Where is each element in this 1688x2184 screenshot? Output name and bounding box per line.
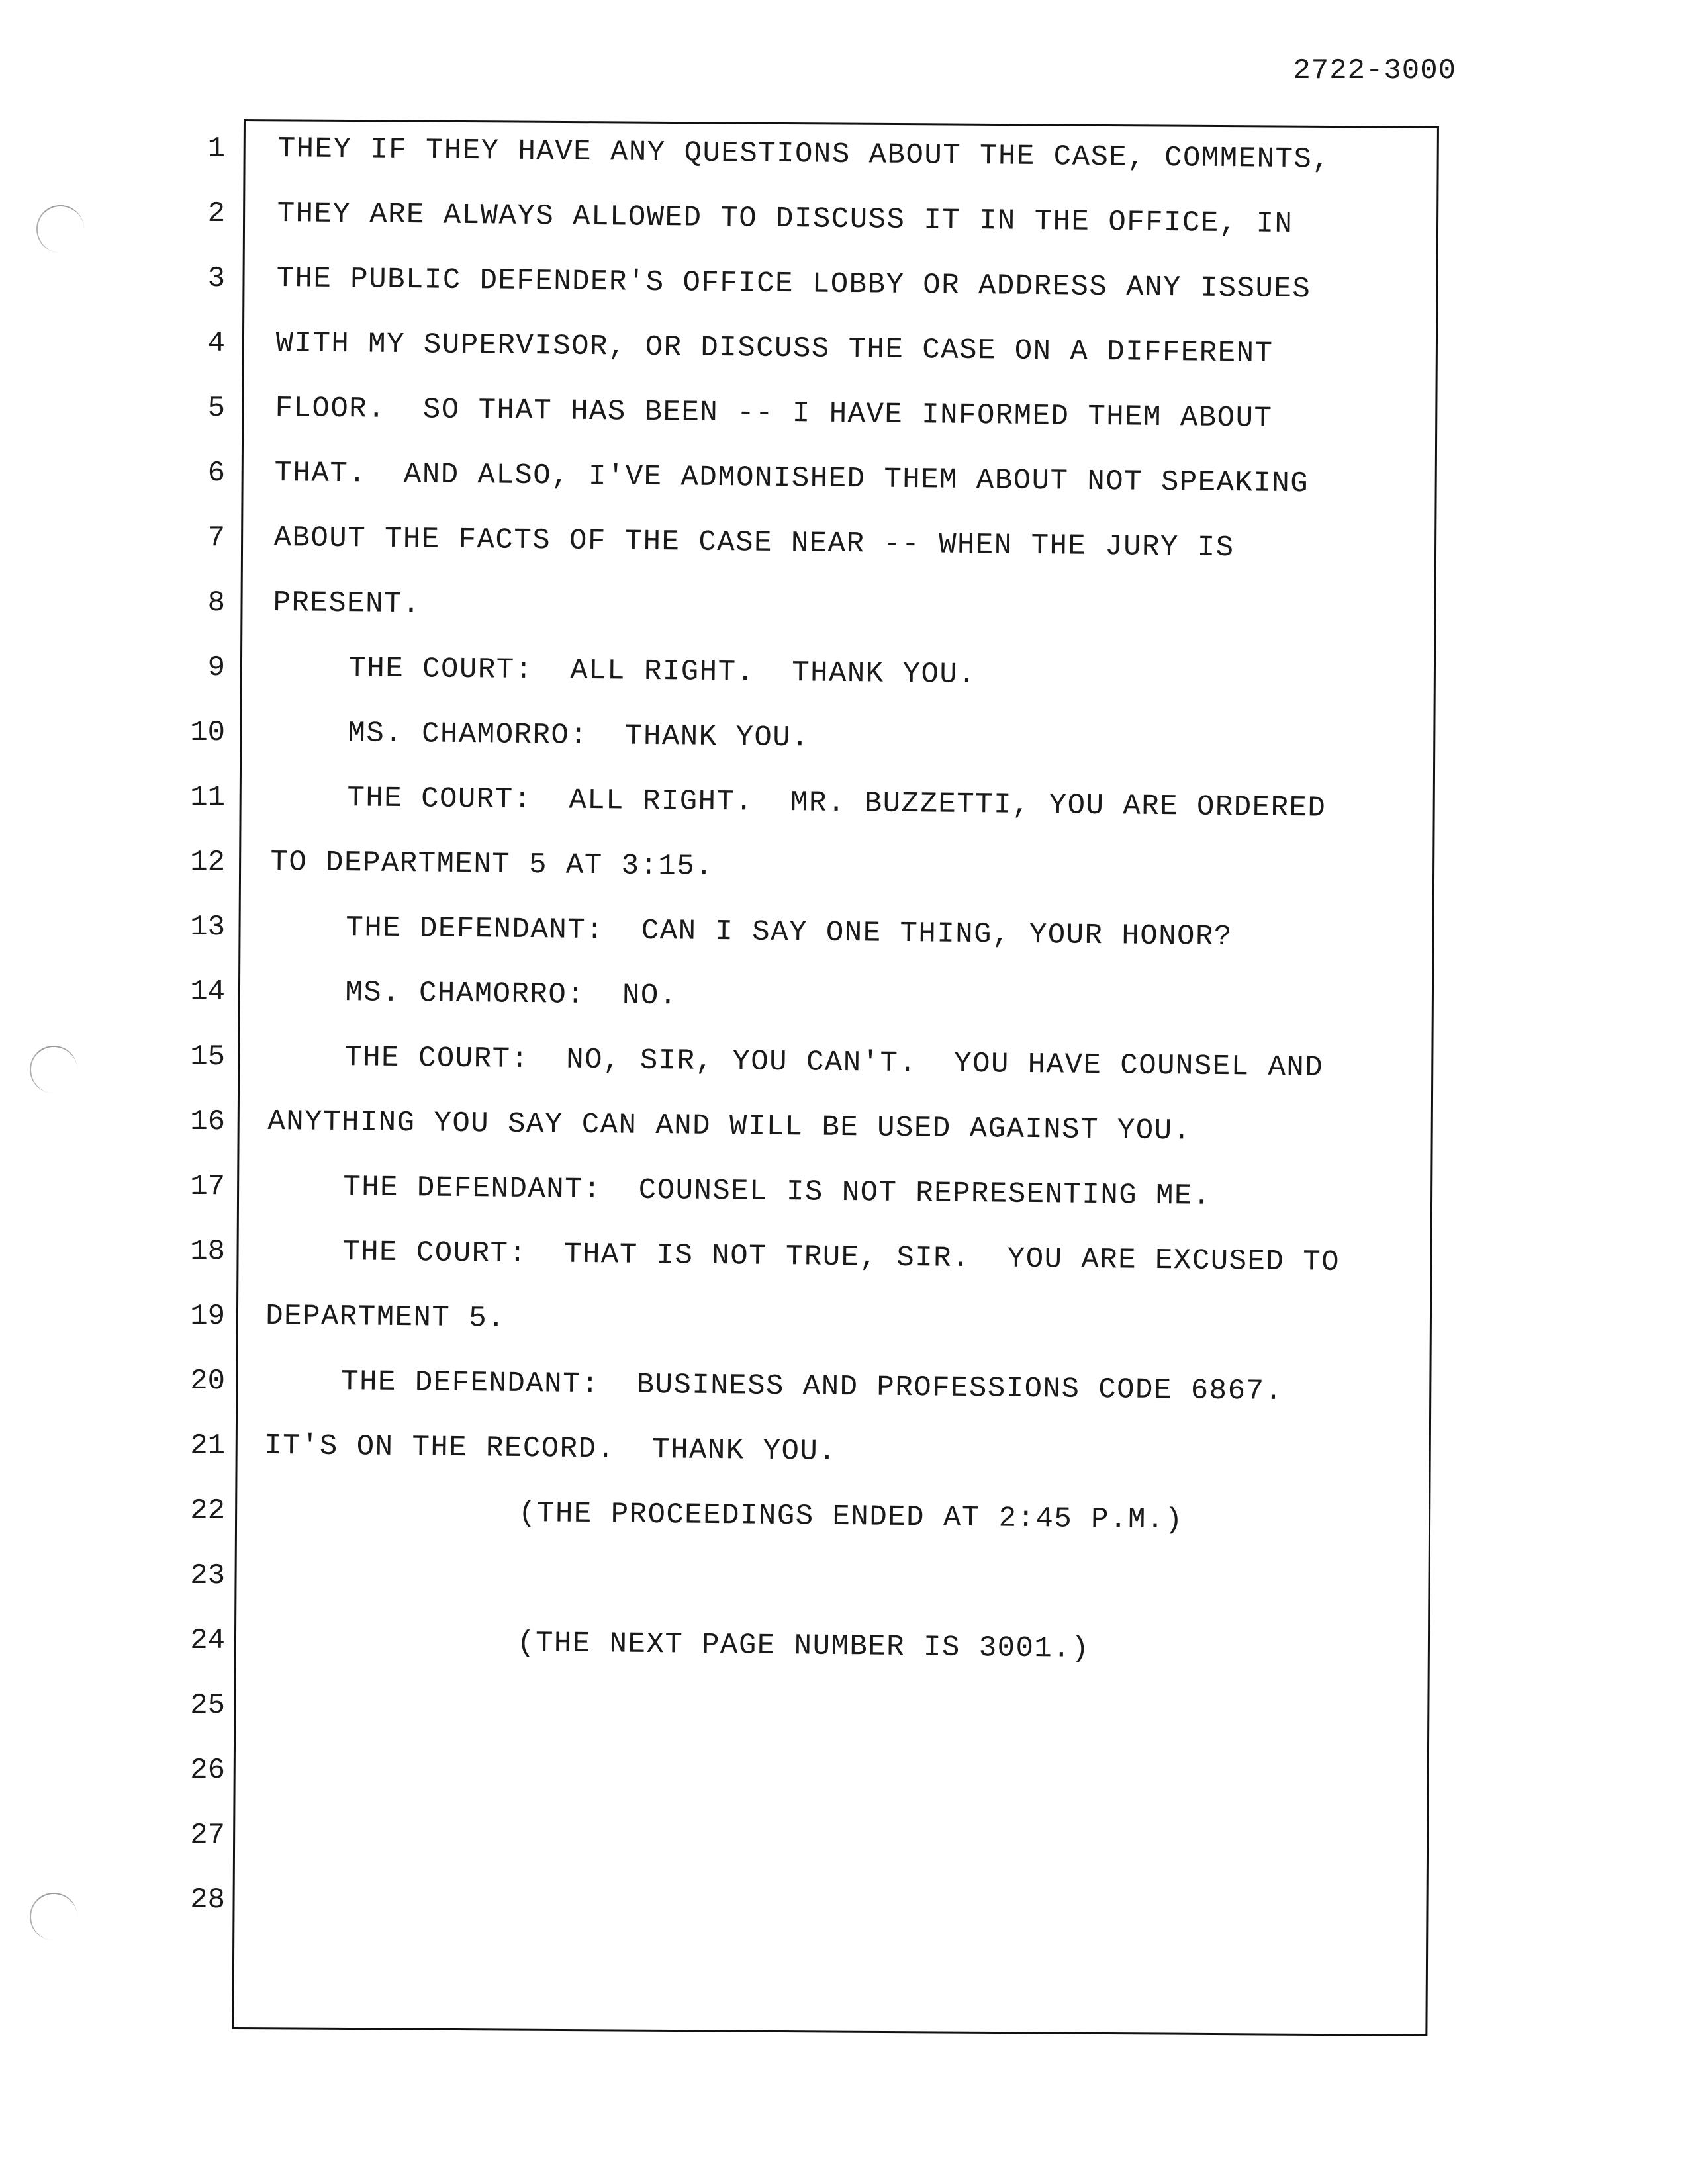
- transcript-line: WITH MY SUPERVISOR, OR DISCUSS THE CASE ON A DIFFERENT: [275, 326, 1274, 371]
- line-number: 3: [207, 262, 225, 295]
- line-number: 7: [207, 522, 225, 555]
- line-number: 20: [190, 1365, 225, 1398]
- transcript-line: THE DEFENDANT: BUSINESS AND PROFESSIONS CODE 6867.: [340, 1365, 1284, 1409]
- transcript-line: (THE NEXT PAGE NUMBER IS 3001.): [516, 1626, 1090, 1666]
- transcript-line: THE COURT: NO, SIR, YOU CAN'T. YOU HAVE COUNSEL AND: [344, 1041, 1324, 1085]
- line-number: 23: [190, 1559, 225, 1592]
- transcript-line: MS. CHAMORRO: NO.: [345, 976, 678, 1013]
- transcript-line: THE DEFENDANT: COUNSEL IS NOT REPRESENTING ME.: [343, 1171, 1212, 1213]
- transcript-line: THEY IF THEY HAVE ANY QUESTIONS ABOUT THE CASE, COMMENTS,: [277, 132, 1331, 177]
- line-number: 8: [207, 586, 225, 619]
- line-number: 2: [207, 197, 225, 230]
- line-number: 27: [190, 1819, 225, 1852]
- line-number: 25: [190, 1689, 225, 1722]
- line-number: 15: [190, 1040, 225, 1073]
- transcript-line: IT'S ON THE RECORD. THANK YOU.: [263, 1429, 837, 1469]
- punch-hole-bottom: [30, 1893, 77, 1940]
- line-number: 26: [190, 1754, 225, 1787]
- transcript-line: THE DEFENDANT: CAN I SAY ONE THING, YOUR HONOR?: [346, 911, 1233, 954]
- transcript-line: THE COURT: ALL RIGHT. MR. BUZZETTI, YOU ARE ORDERED: [347, 782, 1327, 825]
- line-number: 12: [190, 846, 225, 879]
- line-number: 5: [207, 392, 225, 425]
- line-number: 18: [190, 1235, 225, 1268]
- line-number: 21: [190, 1430, 225, 1463]
- line-number: 22: [190, 1494, 225, 1527]
- transcript-line: THAT. AND ALSO, I'VE ADMONISHED THEM ABOUT NOT SPEAKING: [274, 456, 1309, 501]
- line-number: 17: [190, 1170, 225, 1203]
- transcript-line: PRESENT.: [273, 586, 422, 621]
- punch-hole-middle: [30, 1046, 77, 1093]
- line-number: 16: [190, 1105, 225, 1138]
- line-number: 19: [190, 1300, 225, 1333]
- transcript-line: TO DEPARTMENT 5 AT 3:15.: [270, 845, 714, 884]
- transcript-line: (THE PROCEEDINGS ENDED AT 2:45 P.M.): [518, 1496, 1184, 1537]
- line-number: 24: [190, 1624, 225, 1657]
- line-number: 6: [207, 457, 225, 490]
- line-number: 14: [190, 976, 225, 1009]
- transcript-line: THEY ARE ALWAYS ALLOWED TO DISCUSS IT IN THE OFFICE, IN: [277, 197, 1293, 242]
- transcript-line: THE PUBLIC DEFENDER'S OFFICE LOBBY OR ADDRESS ANY ISSUES: [276, 261, 1311, 306]
- page-number: 2722-3000: [1293, 54, 1456, 87]
- line-number: 28: [190, 1884, 225, 1917]
- transcript-line: ABOUT THE FACTS OF THE CASE NEAR -- WHEN THE JURY IS: [273, 521, 1235, 565]
- transcript-line: THE COURT: ALL RIGHT. THANK YOU.: [348, 652, 977, 692]
- line-number: 13: [190, 911, 225, 944]
- transcript-line: THE COURT: THAT IS NOT TRUE, SIR. YOU ARE EXCUSED TO: [342, 1236, 1340, 1279]
- transcript-line: FLOOR. SO THAT HAS BEEN -- I HAVE INFORMED THEM ABOUT: [275, 391, 1273, 435]
- line-number: 1: [207, 132, 225, 165]
- line-number: 11: [190, 781, 225, 814]
- transcript-line: ANYTHING YOU SAY CAN AND WILL BE USED AGAINST YOU.: [267, 1105, 1192, 1148]
- transcript-line: MS. CHAMORRO: THANK YOU.: [348, 717, 810, 755]
- line-number: 4: [207, 327, 225, 360]
- punch-hole-top: [36, 205, 84, 253]
- line-number: 9: [207, 651, 225, 684]
- transcript-line: DEPARTMENT 5.: [265, 1299, 506, 1336]
- line-number: 10: [190, 716, 225, 749]
